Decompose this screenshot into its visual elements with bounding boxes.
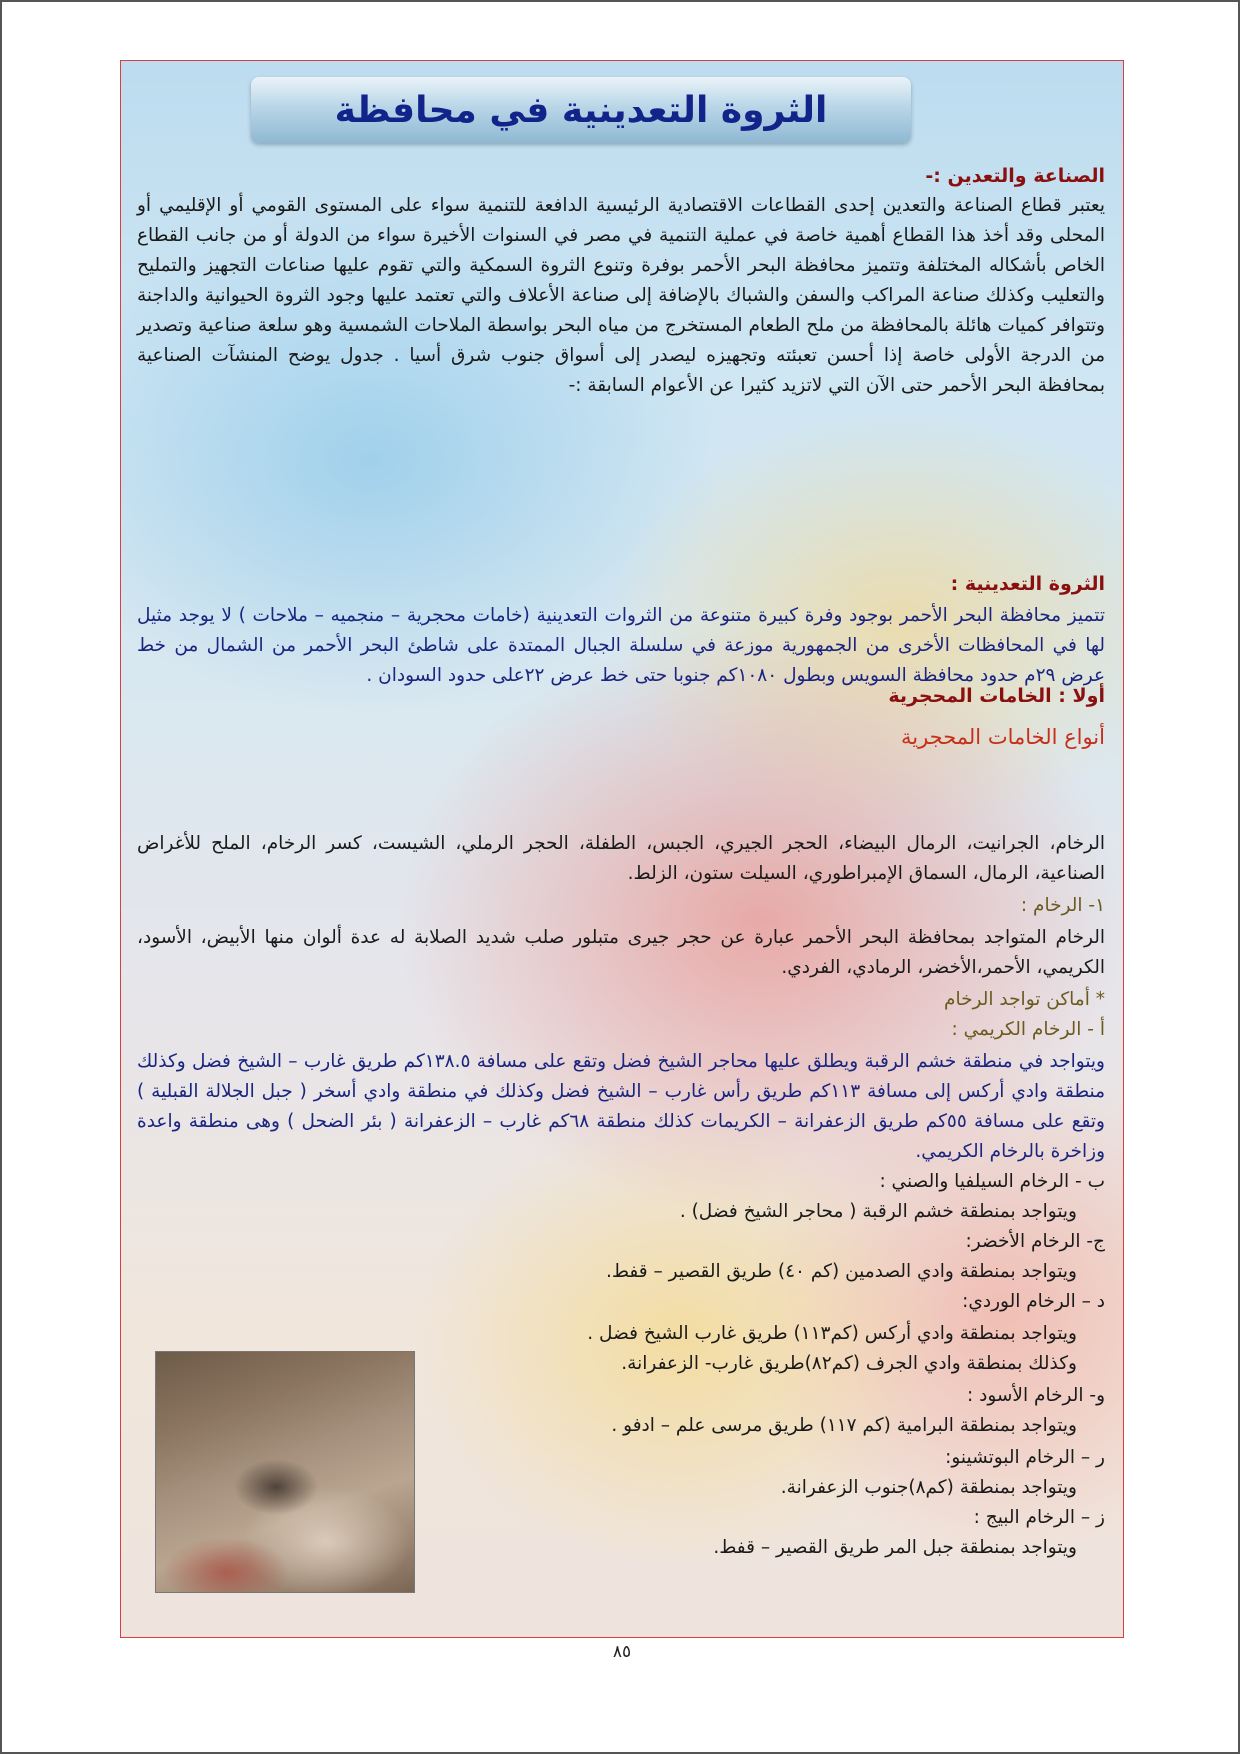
quarry-photo: [155, 1351, 415, 1593]
industry-paragraph: يعتبر قطاع الصناعة والتعدين إحدى القطاعات الاقتصادية الرئيسية الدافعة للتنمية سواء على المستوى القومي أو الإقليمي أو المحلى وقد أخذ هذا القطاع أهمية خاصة في عملية التنمية في مصر في السنوات الأخيرة سواء من الدولة أو من جانب القطاع الخاص بأشكاله المختلفة وتتميز محافظة البحر الأحمر بوفرة وتنوع الثروة السمكية والتي تقوم عليها صناعات التجهيز والتمليح والتعليب وكذلك صناعة المراكب والسفن والشباك بالإضافة إلى صناعة الأعلاف والتي تعتمد عليها وجود الثروة الحيوانية والداجنة وتتوافر كميات هائلة بالمحافظة من ملح الطعام المستخرج من مياه البحر بواسطة الملاحات الشمسية وهو سلعة صناعية وتصدير من الدرجة الأولى خاصة إذا أحسن تعبئته وتجهيزه ليصدر إلى أسواق جنوب شرق أسيا . جدول يوضح المنشآت الصناعية بمحافظة البحر الأحمر حتى الآن التي لاتزيد كثيرا عن الأعوام السابقة :-: [137, 195, 1105, 396]
variety-location: ويتواجد بمنطقة وادي الصدمين (كم ٤٠) طريق القصير – قفط.: [605, 1261, 1077, 1282]
industry-heading: الصناعة والتعدين :-: [925, 165, 1105, 187]
variety-location: ويتواجد بمنطقة (كم٨)جنوب الزعفرانة.: [780, 1477, 1077, 1498]
marble-paragraph: الرخام المتواجد بمحافظة البحر الأحمر عبارة عن حجر جيرى متبلور صلب شديد الصلابة له عدة ألوان منها الأبيض، الأسود، الكريمي، الأحمر،الأخضر، الرمادي، الفردي.: [137, 927, 1105, 978]
variety-location: ويتواجد بمنطقة خشم الرقبة ( محاجر الشيخ فضل) .: [679, 1201, 1077, 1222]
variety-heading: ب - الرخام السيلفيا والصني :: [879, 1171, 1105, 1192]
content-frame: [120, 60, 1124, 1638]
cream-marble-paragraph: ويتواجد في منطقة خشم الرقبة ويطلق عليها محاجر الشيخ فضل وتقع على مسافة ١٣٨.٥كم طريق غارب – الشيخ فضل وكذلك منطقة وادي أركس إلى مسافة ١١٣كم طريق رأس غارب – الشيخ فضل وكذلك في منطقة وادي أسخر ( جبل الجلالة القبلية ) وتقع على مسافة ٥٥كم طريق الزعفرانة – الكريمات كذلك منطقة ٦٨كم غارب – الزعفرانة ( بئر الضحل ) وهى منطقة واعدة وزاخرة بالرخام الكريمي.: [137, 1051, 1105, 1162]
variety-heading: و- الرخام الأسود :: [967, 1385, 1105, 1406]
variety-heading: ج- الرخام الأخضر:: [965, 1231, 1105, 1252]
variety-location: ويتواجد بمنطقة وادي أركس (كم١١٣) طريق غارب الشيخ فضل .: [587, 1323, 1077, 1344]
variety-heading: ر – الرخام البوتشينو:: [945, 1447, 1105, 1468]
quarry-types-paragraph: الرخام، الجرانيت، الرمال البيضاء، الحجر الجيري، الجبس، الطفلة، الحجر الرملي، الشيست، كسر الرخام، الملح للأغراض الصناعية، الرمال، السماق الإمبراطوري، السيلت ستون، الزلط.: [137, 833, 1105, 884]
variety-location: ويتواجد بمنطقة البرامية (كم ١١٧) طريق مرسى علم – ادفو .: [611, 1415, 1077, 1436]
mineral-wealth-paragraph: تتميز محافظة البحر الأحمر بوجود وفرة كبيرة متنوعة من الثروات التعدينية (خامات محجرية – منجميه – ملاحات ) لا يوجد مثيل لها في المحافظات الأخرى من الجمهورية موزعة في سلسلة الجبال الممتدة على شاطئ البحر الأحمر من الشمال من خط عرض ٢٩م حدود محافظة السويس وبطول ١٠٨٠كم جنوبا حتى خط عرض ٢٢على حدود السودان .: [137, 605, 1105, 686]
mineral-wealth-heading: الثروة التعدينية :: [950, 573, 1105, 595]
marble-heading: ١- الرخام :: [1020, 895, 1105, 916]
variety-location: وكذلك بمنطقة وادي الجرف (كم٨٢)طريق غارب- الزعفرانة.: [621, 1353, 1077, 1374]
marble-locations-heading: * أماكن تواجد الرخام: [944, 989, 1105, 1010]
page-title: الثروة التعدينية في محافظة: [334, 90, 828, 131]
page-number: ٨٥: [612, 1642, 632, 1662]
cream-marble-heading: أ - الرخام الكريمي :: [951, 1019, 1105, 1040]
quarry-materials-heading: أولا : الخامات المحجرية: [888, 685, 1105, 707]
variety-heading: ز – الرخام البيج :: [973, 1507, 1105, 1528]
variety-heading: د – الرخام الوردي:: [962, 1291, 1105, 1312]
quarry-types-heading: أنواع الخامات المحجرية: [900, 725, 1105, 749]
variety-location: ويتواجد بمنطقة جبل المر طريق القصير – قفط.: [713, 1537, 1077, 1558]
